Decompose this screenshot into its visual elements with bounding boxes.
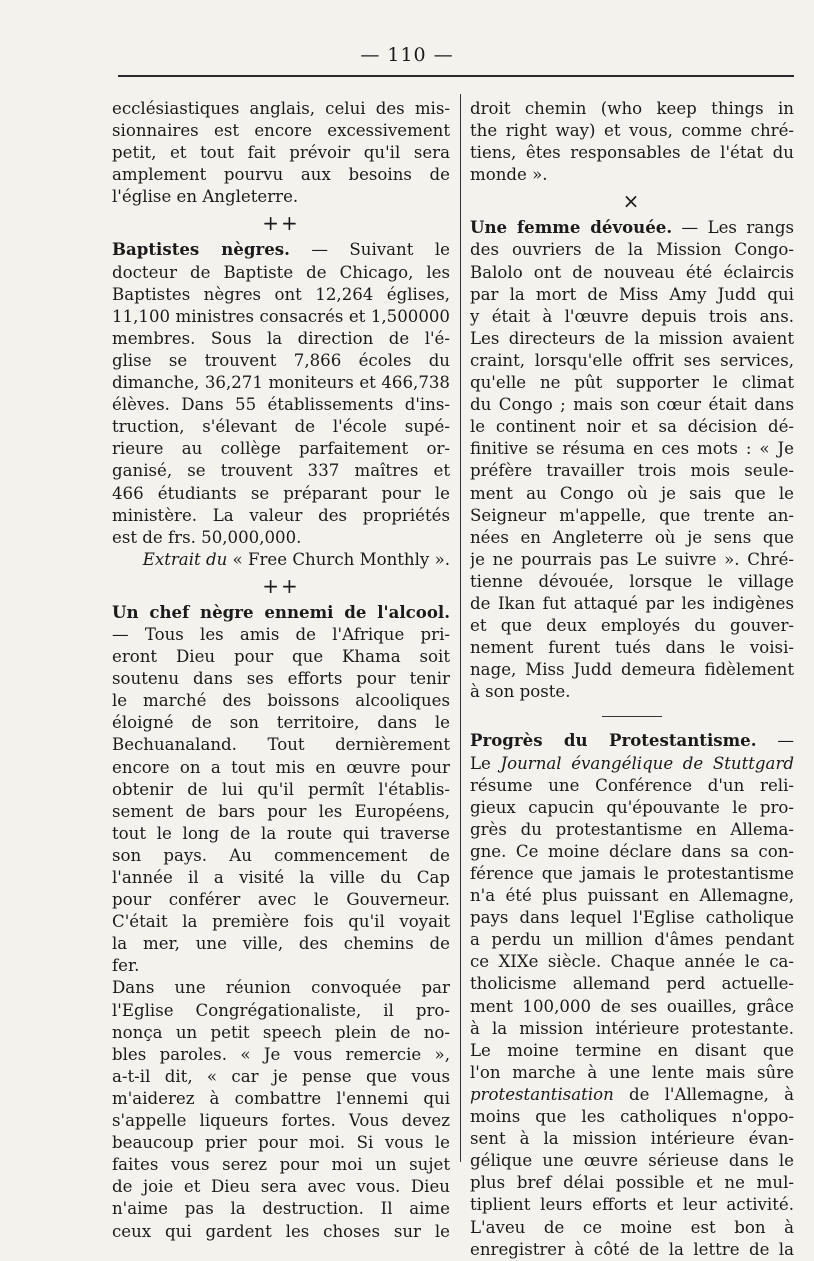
text-content: moins que les catholiques n'oppo- (470, 1107, 794, 1127)
text-content: le marché des boissons alcooliques (112, 691, 450, 711)
text-line (470, 753, 794, 775)
text-content: the right way) et vous, comme chré- (470, 121, 794, 141)
text-line (470, 1239, 794, 1261)
text-content: — (756, 731, 794, 751)
text-content: de Ikan fut attaqué par les indigènes (470, 593, 794, 613)
text-content: truction, s'élevant de l'école supé- (112, 417, 450, 437)
text-line (470, 929, 794, 951)
text-line (470, 239, 794, 261)
text-line (112, 1022, 450, 1044)
text-line (112, 527, 450, 549)
text-content: par la mort de Miss Amy Judd qui (470, 284, 794, 304)
text-content: grès du protestantisme en Allema- (470, 819, 794, 839)
section-heading: Baptistes nègres. (112, 239, 290, 260)
text-content: tholicisme allemand perd actuelle- (470, 974, 794, 994)
text-content: est de frs. 50,000,000. (112, 527, 302, 547)
text-line (470, 951, 794, 973)
text-line (112, 438, 450, 460)
text-line (470, 549, 794, 571)
column-divider (460, 94, 461, 1162)
text-content: a perdu un million d'âmes pendant (470, 930, 794, 950)
text-content: dimanche, 36,271 moniteurs et 466,738 (112, 373, 450, 393)
text-content: « Free Church Monthly ». (227, 549, 450, 569)
text-line (470, 284, 794, 306)
text-line (470, 729, 794, 752)
text-line (470, 505, 794, 527)
text-line (112, 1198, 450, 1220)
text-line (470, 863, 794, 885)
text-line (112, 646, 450, 668)
text-line (112, 1044, 450, 1066)
text-line (470, 120, 794, 142)
text-line (112, 238, 450, 261)
text-line (470, 350, 794, 372)
text-content: gne. Ce moine déclare dans sa con- (470, 841, 794, 861)
text-content: tiens, êtes responsables de l'état du (470, 143, 794, 163)
text-line (112, 164, 450, 186)
text-line (112, 801, 450, 823)
text-content: rieure au collège parfaitement or- (112, 439, 450, 459)
text-line (112, 1132, 450, 1154)
text-line (470, 328, 794, 350)
text-content: petit, et tout fait prévoir qu'il sera (112, 143, 450, 163)
text-content: la mer, une ville, des chemins de (112, 934, 450, 954)
italic-text: Journal évangélique de Stuttgard (500, 753, 794, 773)
text-content: Baptistes nègres ont 12,264 églises, (112, 284, 450, 304)
text-content: gieux capucin qu'épouvante le pro- (470, 797, 794, 817)
text-line (470, 483, 794, 505)
text-content: du Congo ; mais son cœur était dans (470, 395, 794, 415)
section-rule (470, 703, 794, 729)
text-content: tout le long de la route qui traverse (112, 823, 450, 843)
text-content: de l'Allemagne, à (613, 1084, 794, 1104)
left-column (112, 98, 450, 1243)
text-line (112, 601, 450, 624)
text-content: nage, Miss Judd demeura fidèlement (470, 660, 794, 680)
text-content: l'Eglise Congrégationaliste, il pro- (112, 1000, 450, 1020)
text-content: son pays. Au commencement de (112, 845, 450, 865)
text-line (112, 505, 450, 527)
text-content: Dans une réunion convoquée par (112, 978, 450, 998)
text-line (112, 1110, 450, 1132)
text-content: pour conférer avec le Gouverneur. (112, 890, 450, 910)
text-content: sement de bars pour les Européens, (112, 801, 450, 821)
text-line (470, 841, 794, 863)
text-content: à son poste. (470, 682, 571, 702)
text-content: des ouvriers de la Mission Congo- (470, 240, 794, 260)
text-content: ce XIXe siècle. Chaque année le ca- (470, 952, 794, 972)
text-line (470, 306, 794, 328)
text-content: 466 étudiants se préparant pour le (112, 483, 450, 503)
text-content: soutenu dans ses efforts pour tenir (112, 669, 450, 689)
text-content: membres. Sous la direction de l'é- (112, 328, 450, 348)
text-content: préfère travailler trois mois seule- (470, 461, 794, 481)
text-content: droit chemin (who keep things in (470, 99, 794, 118)
text-content: plus bref délai possible et ne mul- (470, 1173, 794, 1193)
text-line (470, 973, 794, 995)
text-content: n'aime pas la destruction. Il aime (112, 1199, 450, 1219)
text-line (470, 372, 794, 394)
text-line (112, 867, 450, 889)
text-content: eront Dieu pour que Khama soit (112, 647, 450, 667)
text-line (470, 142, 794, 164)
text-content: docteur de Baptiste de Chicago, les (112, 262, 450, 282)
text-line (112, 911, 450, 933)
text-line (470, 1150, 794, 1172)
right-column (470, 98, 794, 1261)
text-content: enregistrer à côté de la lettre de la (470, 1239, 794, 1259)
text-content: obtenir de lui qu'il permît l'établis- (112, 779, 450, 799)
text-line (470, 819, 794, 841)
text-content: C'était la première fois qu'il voyait (112, 912, 450, 932)
text-line (112, 350, 450, 372)
text-line (112, 955, 450, 977)
text-line (112, 262, 450, 284)
text-line (112, 757, 450, 779)
section-heading: Progrès du Protestantisme. (470, 730, 757, 751)
text-content: — Suivant le (289, 240, 450, 260)
text-line (112, 1221, 450, 1243)
text-content: nées en Angleterre où je sens que (470, 527, 794, 547)
text-line (112, 933, 450, 955)
text-line (470, 996, 794, 1018)
text-line (112, 460, 450, 482)
text-content: gélique une œuvre sérieuse dans le (470, 1151, 794, 1171)
section-heading: Un chef nègre ennemi de l'alcool. (112, 601, 450, 622)
text-line (112, 1176, 450, 1198)
text-line (470, 659, 794, 681)
section-separator: ++ (262, 211, 300, 236)
text-content: bles paroles. « Je vous remercie », (112, 1044, 450, 1064)
text-content: ministère. La valeur des propriétés (112, 505, 450, 525)
text-line (470, 1084, 794, 1106)
text-line (470, 98, 794, 120)
text-content: le continent noir et sa décision dé- (470, 417, 794, 437)
text-line (112, 186, 450, 208)
text-content: finitive se résuma en ces mots : « Je (470, 439, 794, 459)
text-content: à la mission intérieure protestante. (470, 1018, 794, 1038)
text-content: 11,100 ministres consacrés et 1,500000 (112, 306, 450, 326)
text-content: s'appelle liqueurs fortes. Vous devez (112, 1111, 450, 1131)
text-line (112, 416, 450, 438)
text-line (112, 823, 450, 845)
text-content: ment 100,000 de ses ouailles, grâce (470, 996, 794, 1016)
text-line (470, 593, 794, 615)
text-line (470, 1172, 794, 1194)
text-line (470, 1040, 794, 1062)
text-content: Seigneur m'appelle, que trente an- (470, 505, 794, 525)
text-content: éloigné de son territoire, dans le (112, 713, 450, 733)
text-line (470, 1062, 794, 1084)
text-content: l'on marche à une lente mais sûre (470, 1062, 794, 1082)
text-line (470, 164, 794, 186)
text-line (470, 775, 794, 797)
text-line (112, 624, 450, 646)
text-line (470, 885, 794, 907)
text-line (470, 797, 794, 819)
italic-text: Extrait du (142, 549, 228, 569)
text-content: m'aiderez à combattre l'ennemi qui (112, 1088, 450, 1108)
text-content: qu'elle ne pût supporter le climat (470, 373, 794, 393)
header-rule (118, 75, 794, 77)
text-content: Balolo ont de nouveau été éclaircis (470, 262, 794, 282)
text-line (112, 142, 450, 164)
text-content: beaucoup prier pour moi. Si vous le (112, 1133, 450, 1153)
text-content: Les directeurs de la mission avaient (470, 328, 794, 348)
text-line (112, 668, 450, 690)
text-line (112, 734, 450, 756)
text-line (112, 328, 450, 350)
text-content: L'aveu de ce moine est bon à (470, 1217, 794, 1237)
text-line (112, 98, 450, 120)
text-content: Bechuanaland. Tout dernièrement (112, 735, 450, 755)
text-line (470, 907, 794, 929)
text-line (112, 1066, 450, 1088)
text-line (112, 1000, 450, 1022)
text-content: et que deux employés du gouver- (470, 616, 794, 636)
section-separator: × (622, 189, 642, 214)
section-separator: ++ (262, 573, 300, 598)
text-line (470, 460, 794, 482)
text-line (112, 889, 450, 911)
text-line (470, 438, 794, 460)
text-content: sent à la mission intérieure évan- (470, 1129, 794, 1149)
text-line (112, 977, 450, 999)
text-content: craint, lorsqu'elle offrit ses services, (470, 350, 794, 370)
text-line (112, 845, 450, 867)
text-line (112, 120, 450, 142)
text-line (112, 1154, 450, 1176)
text-content: l'église en Angleterre. (112, 187, 299, 207)
section-heading: Une femme dévouée. (470, 217, 673, 238)
page-number: — 110 — (360, 44, 454, 66)
text-content: a-t-il dit, « car je pense que vous (112, 1066, 450, 1086)
text-content: Le moine termine en disant que (470, 1040, 794, 1060)
text-content: l'année il a visité la ville du Cap (112, 868, 450, 887)
text-content: fer. (112, 956, 140, 976)
text-content: — Les rangs (672, 218, 794, 238)
italic-text: protestantisation (470, 1084, 614, 1104)
text-content: élèves. Dans 55 établissements d'ins- (112, 395, 450, 415)
text-content: monde ». (470, 165, 548, 185)
text-prefix: Le (470, 753, 501, 773)
text-content: résume une Conférence d'un reli- (470, 775, 794, 795)
text-line (470, 416, 794, 438)
text-content: férence que jamais le protestantisme (470, 864, 794, 883)
text-line (470, 571, 794, 593)
text-line (112, 779, 450, 801)
text-content: ecclésiastiques anglais, celui des mis- (112, 99, 450, 118)
text-line (470, 262, 794, 284)
text-line (470, 1217, 794, 1239)
text-content: n'a été plus puissant en Allemagne, (470, 886, 794, 906)
text-line (112, 1088, 450, 1110)
text-content: amplement pourvu aux besoins de (112, 165, 450, 185)
text-content: ment au Congo où je sais que le (470, 483, 794, 503)
text-content: nonça un petit speech plein de no- (112, 1022, 450, 1042)
text-line (470, 1018, 794, 1040)
text-content: pays dans lequel l'Eglise catholique (470, 908, 794, 928)
text-content: encore on a tout mis en œuvre pour (112, 757, 450, 777)
text-line (112, 690, 450, 712)
text-line (112, 549, 450, 571)
text-line (112, 284, 450, 306)
text-line (470, 527, 794, 549)
text-content: tienne dévouée, lorsque le village (470, 571, 794, 591)
text-line (470, 216, 794, 239)
text-line (112, 394, 450, 416)
text-content: y était à l'œuvre depuis trois ans. (470, 306, 794, 326)
text-line (112, 372, 450, 394)
text-content: tiplient leurs efforts et leur activité. (470, 1195, 794, 1215)
text-line (112, 483, 450, 505)
text-line (112, 306, 450, 328)
text-content: glise se trouvent 7,866 écoles du (112, 350, 450, 370)
text-line (470, 1128, 794, 1150)
text-content: ceux qui gardent les choses sur le (112, 1221, 450, 1241)
text-content: de joie et Dieu sera avec vous. Dieu (112, 1177, 450, 1197)
text-line (470, 1194, 794, 1216)
text-line (470, 394, 794, 416)
text-content: je ne pourrais pas Le suivre ». Chré- (470, 549, 794, 569)
text-content: — Tous les amis de l'Afrique pri- (112, 624, 450, 644)
text-line (112, 712, 450, 734)
text-line (470, 637, 794, 659)
text-line (470, 615, 794, 637)
text-content: ganisé, se trouvent 337 maîtres et (112, 461, 450, 481)
text-content: faites vous serez pour moi un sujet (112, 1155, 450, 1175)
text-content: nement furent tués dans le voisi- (470, 638, 794, 658)
text-line (470, 681, 794, 703)
text-line (470, 1106, 794, 1128)
text-content: sionnaires est encore excessivement (112, 121, 450, 141)
